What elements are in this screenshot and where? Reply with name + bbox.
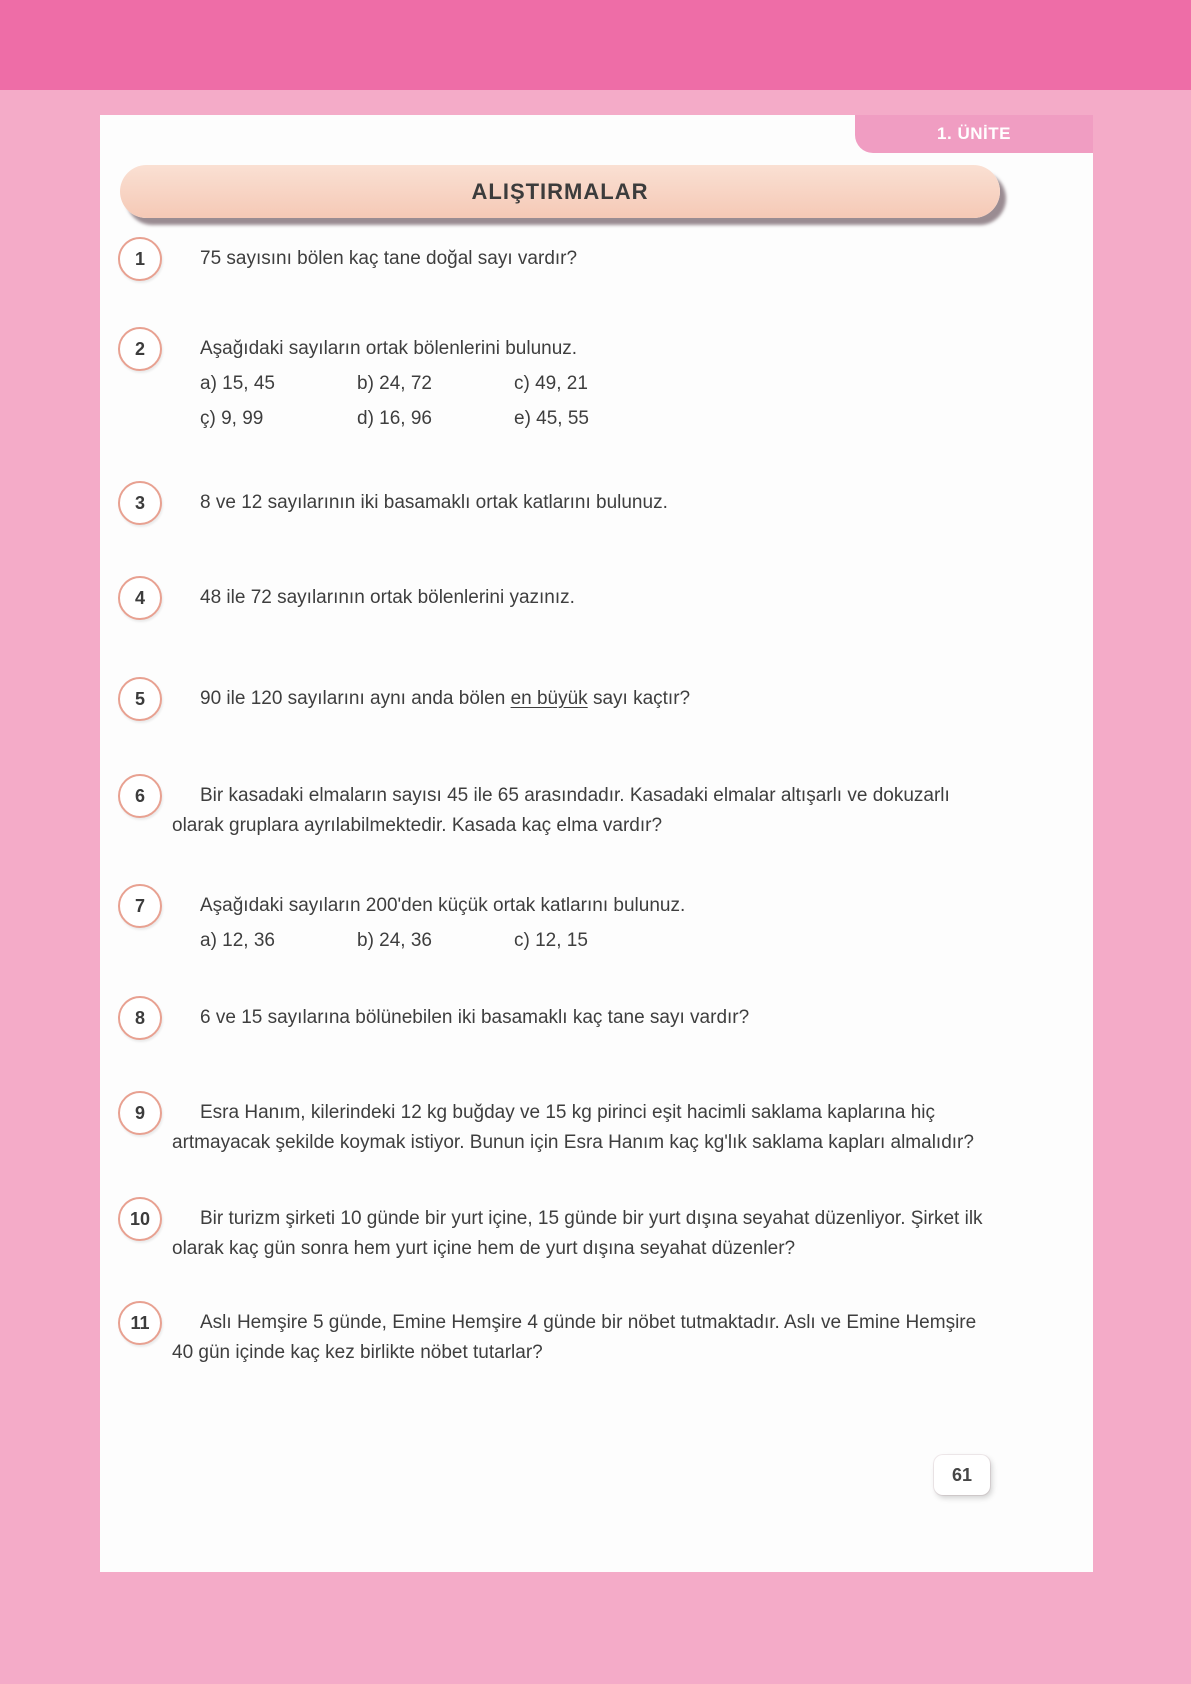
option-cell: b) 24, 36	[357, 930, 432, 951]
exercise-options-row	[200, 926, 993, 956]
content-panel	[100, 115, 1093, 1572]
exercise-text: 75 sayısını bölen kaç tane doğal sayı vardır?	[200, 248, 578, 269]
exercise-text: Bir turizm şirketi 10 günde bir yurt içine, 15 günde bir yurt dışına seyahat düzenliyor. Şirket ilk olarak kaç gün sonra hem yurt içine hem de yurt dışına seyahat düzenler?	[172, 1208, 983, 1259]
exercises-header-banner	[120, 165, 1000, 218]
exercise-item-7	[100, 884, 1093, 956]
exercise-number-badge: 4	[118, 576, 162, 620]
exercise-text: 48 ile 72 sayılarının ortak bölenlerini yazınız.	[200, 587, 575, 608]
exercise-number-badge: 7	[118, 884, 162, 928]
exercise-number-badge: 5	[118, 677, 162, 721]
unit-tab	[855, 115, 1093, 153]
exercise-number-badge: 1	[118, 237, 162, 281]
option-cell: c) 49, 21	[514, 373, 588, 394]
exercise-item-6	[100, 774, 1093, 841]
exercise-item-2	[100, 327, 1093, 434]
option-cell: a) 12, 36	[200, 930, 275, 951]
unit-label: 1. ÜNİTE	[937, 124, 1011, 143]
option-cell: a) 15, 45	[200, 373, 275, 394]
exercise-text: Bir kasadaki elmaların sayısı 45 ile 65 arasındadır. Kasadaki elmalar altışarlı ve dokuzarlı olarak gruplara ayrılabilmektedir. Kasada kaç elma vardır?	[172, 785, 950, 836]
option-cell: e) 45, 55	[514, 408, 589, 429]
header-title: ALIŞTIRMALAR	[471, 178, 649, 204]
exercise-text-part: 90 ile 120 sayılarını aynı anda bölen	[200, 688, 511, 709]
exercise-number-badge: 10	[118, 1197, 162, 1241]
page-number: 61	[951, 1464, 973, 1485]
exercise-options-row	[200, 369, 993, 399]
exercise-text: Aslı Hemşire 5 günde, Emine Hemşire 4 günde bir nöbet tutmaktadır. Aslı ve Emine Hemşire 40 gün içinde kaç kez birlikte nöbet tutarlar?	[172, 1312, 977, 1363]
exercise-text: Aşağıdaki sayıların 200'den küçük ortak katlarını bulunuz.	[200, 895, 686, 916]
exercise-item-5	[100, 677, 1093, 714]
exercise-number-badge: 2	[118, 327, 162, 371]
top-pink-band	[0, 0, 1191, 90]
exercise-text-part: sayı kaçtır?	[587, 688, 691, 709]
page-number-badge	[934, 1455, 990, 1495]
exercise-item-4	[100, 576, 1093, 613]
exercise-item-11	[100, 1301, 1093, 1368]
underlined-phrase: en büyük	[510, 688, 588, 709]
exercise-item-3	[100, 481, 1093, 518]
option-cell: ç) 9, 99	[200, 408, 264, 429]
exercise-text: Aşağıdaki sayıların ortak bölenlerini bulunuz.	[200, 338, 578, 359]
exercise-text: 8 ve 12 sayılarının iki basamaklı ortak katlarını bulunuz.	[200, 492, 668, 513]
option-cell: d) 16, 96	[357, 408, 432, 429]
exercise-number-badge: 3	[118, 481, 162, 525]
option-cell: b) 24, 72	[357, 373, 432, 394]
exercise-text	[172, 677, 993, 714]
exercise-text: Esra Hanım, kilerindeki 12 kg buğday ve 15 kg pirinci eşit hacimli saklama kaplarına hiç artmayacak şekilde koymak istiyor. Bunun için Esra Hanım kaç kg'lık saklama kapları almalıdır?	[172, 1102, 974, 1153]
exercise-item-9	[100, 1091, 1093, 1158]
exercise-item-10	[100, 1197, 1093, 1264]
exercise-number-badge: 6	[118, 774, 162, 818]
exercise-number-badge: 9	[118, 1091, 162, 1135]
exercise-item-8	[100, 996, 1093, 1033]
exercise-number-badge: 8	[118, 996, 162, 1040]
exercise-item-1	[100, 237, 1093, 274]
exercise-text: 6 ve 15 sayılarına bölünebilen iki basamaklı kaç tane sayı vardır?	[200, 1007, 750, 1028]
exercise-number-badge: 11	[118, 1301, 162, 1345]
option-cell: c) 12, 15	[514, 930, 588, 951]
exercise-options-row	[200, 404, 993, 434]
